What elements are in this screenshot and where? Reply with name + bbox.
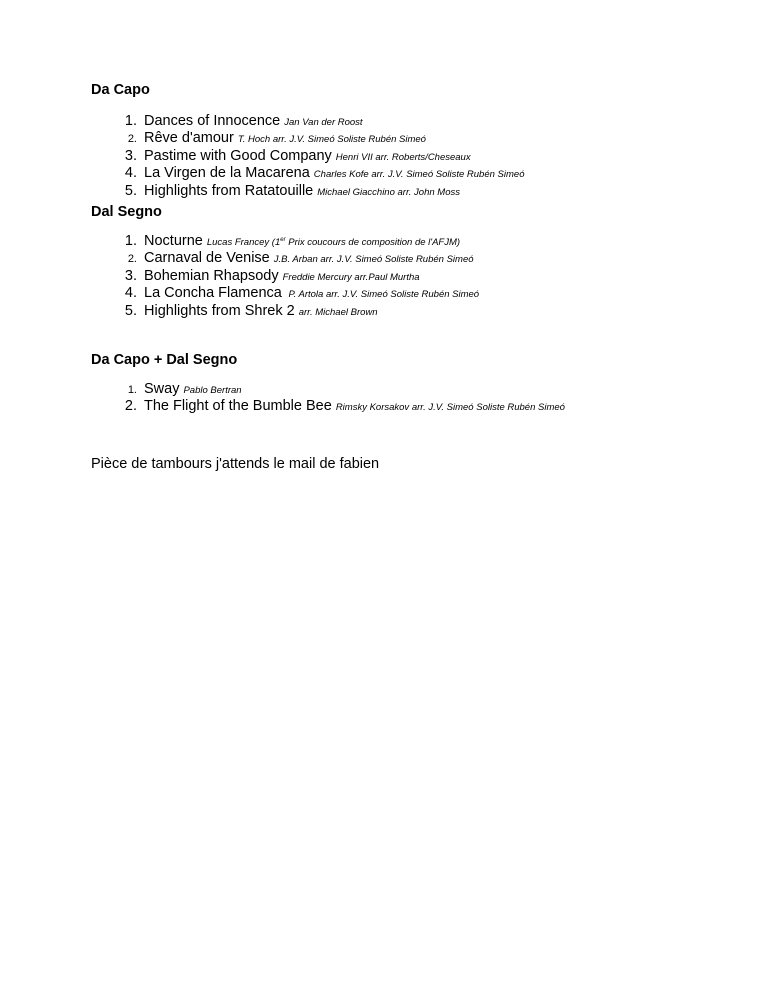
program-list-combined [91,380,565,415]
section-title-dal-segno: Dal Segno [91,204,162,220]
piece-title: Rêve d'amour [144,130,234,147]
piece-credit [207,237,460,248]
piece-credit: Charles Kofe arr. J.V. Simeó Soliste Rubén Simeó [313,169,525,181]
piece-title: Carnaval de Venise [144,250,270,267]
item-number: 1. [124,113,137,129]
piece-title: Bohemian Rhapsody [144,267,279,284]
item-number: 3. [124,267,137,284]
list-item [91,302,479,319]
credit-text: Prix coucours de composition de l'AFJM) [285,237,461,249]
list-item [91,284,479,301]
piece-credit: J.B. Arban arr. J.V. Simeó Soliste Rubén Simeó [273,254,474,266]
list-item [91,267,479,284]
list-item [91,129,524,146]
list-item [91,147,524,164]
section-title-da-capo: Da Capo [91,82,150,98]
item-number: 2. [127,133,137,146]
credit-superscript: er [280,237,286,243]
list-item [91,164,524,181]
piece-title: Pastime with Good Company [144,147,332,164]
item-number: 1. [124,233,137,250]
item-number: 4. [124,165,137,182]
item-number: 3. [124,147,137,164]
piece-title: The Flight of the Bumble Bee [144,398,332,415]
item-number: 1. [127,384,137,396]
piece-credit: P. Artola arr. J.V. Simeó Soliste Rubén Simeó [285,289,480,301]
piece-title: Highlights from Shrek 2 [144,302,295,319]
item-number: 5. [124,302,137,319]
piece-credit: Jan Van der Roost [284,117,363,128]
piece-credit: Michael Giacchino arr. John Moss [317,186,460,198]
piece-credit: Henri VII arr. Roberts/Cheseaux [335,151,471,163]
piece-credit: Rimsky Korsakov arr. J.V. Simeó Soliste Rubén Simeó [335,402,565,414]
piece-title: Highlights from Ratatouille [144,182,314,199]
section-title-da-capo-dal-segno: Da Capo + Dal Segno [91,352,238,368]
piece-credit: Pablo Bertran [183,385,242,396]
list-item [91,182,524,199]
item-number: 2. [124,398,137,415]
piece-credit: T. Hoch arr. J.V. Simeó Soliste Rubén Simeó [237,134,426,146]
piece-credit: arr. Michael Brown [298,306,378,318]
list-item [91,397,565,414]
list-item [91,380,565,397]
piece-title: La Concha Flamenca [144,285,282,302]
piece-credit: Freddie Mercury arr.Paul Murtha [282,271,420,283]
list-item [91,249,479,266]
program-list-da-capo [91,112,524,199]
item-number: 2. [127,253,137,266]
item-number: 4. [124,285,137,302]
piece-title: La Virgen de la Macarena [144,165,310,182]
closing-note: Pièce de tambours j'attends le mail de fabien [91,456,380,472]
list-item [91,232,479,249]
credit-text: Lucas Francey (1 [206,237,281,249]
piece-title: Nocturne [144,233,203,250]
piece-title: Sway [144,381,180,397]
list-item [91,112,524,129]
program-list-dal-segno [91,232,479,319]
item-number: 5. [124,182,137,199]
piece-title: Dances of Innocence [144,113,281,129]
